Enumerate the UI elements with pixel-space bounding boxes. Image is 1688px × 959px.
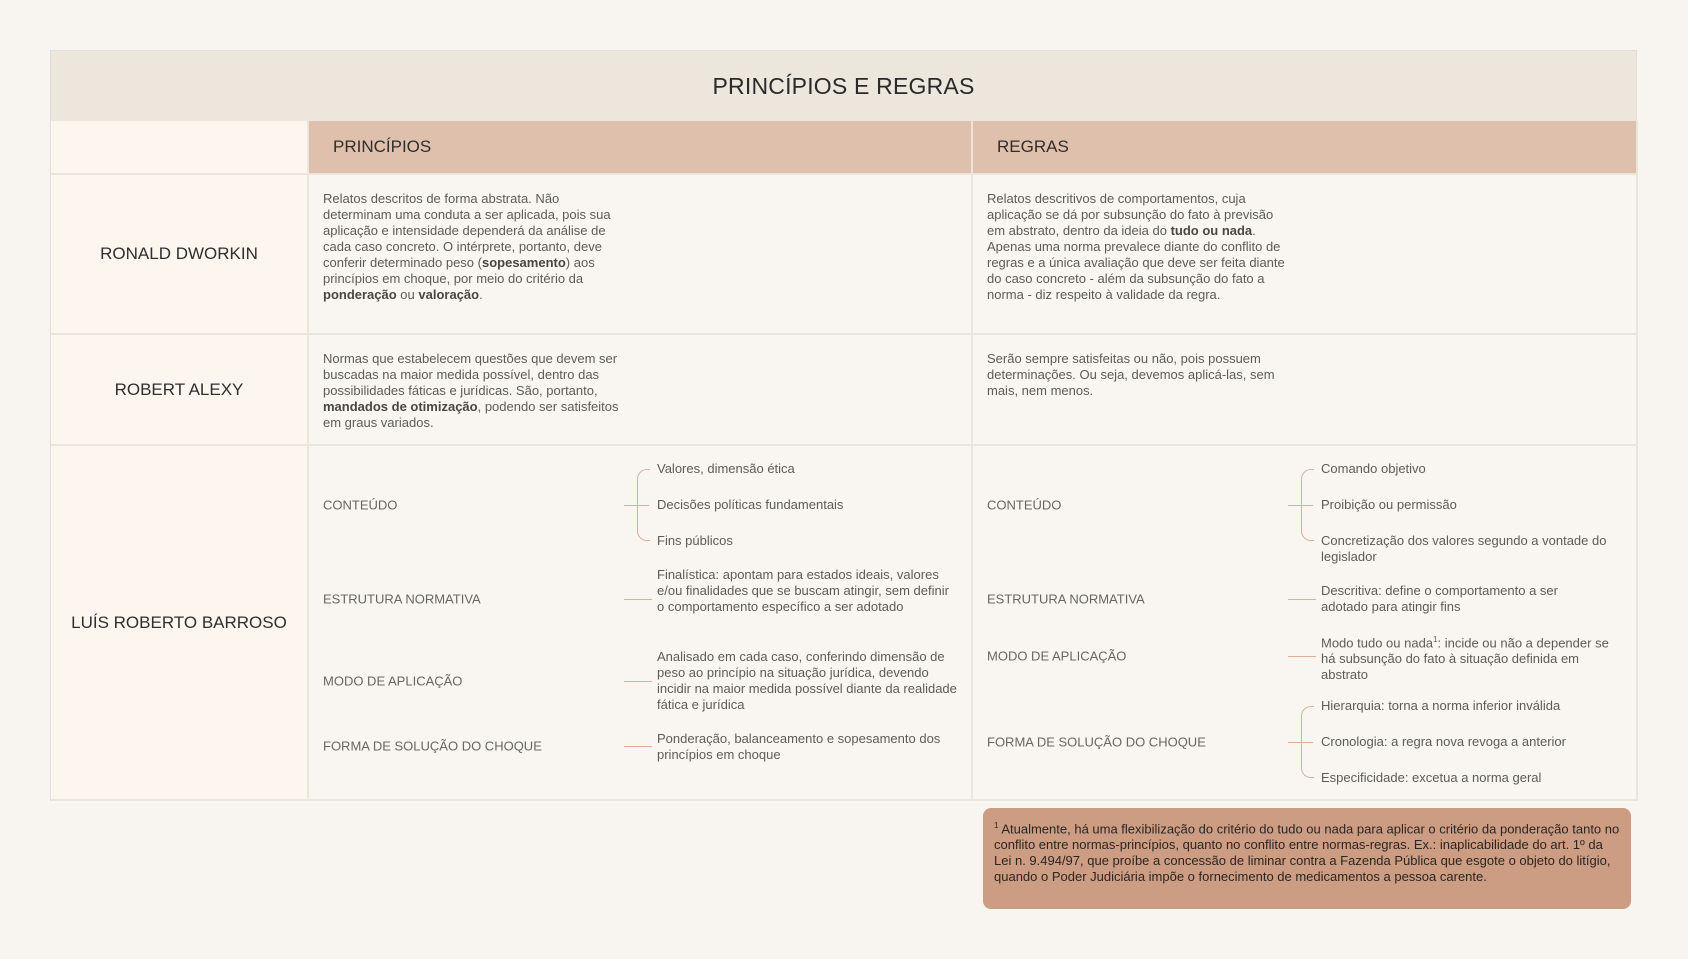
connector-bracket	[1288, 469, 1316, 541]
text-span: : incide ou não a depender se há subsunção do fato à situação definida em abstrato	[1321, 635, 1609, 683]
comparison-table	[50, 50, 1637, 801]
footnote-box	[983, 808, 1631, 909]
dworkin-principios-cell	[309, 175, 973, 335]
bold-term: tudo ou nada	[1170, 223, 1253, 238]
label-conteudo: CONTEÚDO	[323, 497, 398, 513]
connector-dash	[1288, 599, 1316, 600]
label-forma: FORMA DE SOLUÇÃO DO CHOQUE	[323, 738, 542, 754]
text-span: ) aos princípios em choque, por meio do critério da	[323, 255, 595, 286]
connector-stem	[1288, 742, 1302, 743]
regras-estrutura-text: Descritiva: define o comportamento a ser adotado para atingir fins	[1321, 583, 1558, 614]
principios-conteudo-item: Fins públicos	[657, 533, 733, 548]
text-span: Normas que estabelecem questões que devem ser buscadas na maior medida possível, dentro das possibilidades fáticas e jurídicas. São, portanto,	[323, 351, 618, 398]
text-span: .	[479, 287, 483, 302]
regras-modo-text	[1321, 632, 1626, 683]
connector-stem	[1288, 505, 1302, 506]
bold-term: valoração	[418, 287, 480, 302]
corner-cell	[51, 121, 309, 175]
text-span: . Apenas uma norma prevalece diante do conflito de regras e a única avaliação que deve ser feita diante do caso concreto - além da subsunção do fato a norma - diz respeito à validade da regra.	[987, 223, 1285, 302]
footnote-ref: 1	[1433, 635, 1438, 644]
label-estrutura: ESTRUTURA NORMATIVA	[987, 591, 1145, 607]
principios-forma-text: Ponderação, balanceamento e sopesamento dos princípios em choque	[657, 731, 941, 762]
dworkin-regras-text	[987, 191, 1287, 303]
barroso-principios-cell	[309, 446, 973, 801]
text-span: , podendo ser satisfeitos em graus variados.	[323, 399, 619, 430]
connector-bracket	[624, 469, 652, 541]
bold-term: mandados de otimização	[323, 399, 478, 414]
author-alexy: ROBERT ALEXY	[51, 335, 309, 446]
alexy-principios-cell	[309, 335, 973, 446]
principios-conteudo-item: Decisões políticas fundamentais	[657, 497, 844, 512]
regras-forma-item: Cronologia: a regra nova revoga a anterior	[1321, 734, 1566, 749]
text-span: Modo tudo ou nada	[1321, 635, 1434, 651]
column-header-principios: PRINCÍPIOS	[309, 121, 973, 175]
connector-mid	[1301, 505, 1313, 506]
author-dworkin: RONALD DWORKIN	[51, 175, 309, 335]
label-forma: FORMA DE SOLUÇÃO DO CHOQUE	[987, 734, 1206, 750]
text-span: ou	[396, 287, 419, 302]
principios-estrutura-text: Finalística: apontam para estados ideais, valores e/ou finalidades que se buscam atingir, sem definir o comportamento específico a ser adotado	[657, 567, 949, 614]
bold-term: sopesamento	[481, 255, 566, 270]
regras-forma-item: Hierarquia: torna a norma inferior inválida	[1321, 698, 1561, 713]
title-bar	[50, 50, 1637, 121]
footnote-marker: 1	[994, 821, 999, 830]
label-modo: MODO DE APLICAÇÃO	[323, 673, 463, 689]
regras-conteudo-item: Concretização dos valores segundo a vontade do legislador	[1321, 533, 1607, 564]
barroso-regras-cell	[973, 446, 1638, 801]
text-span: Relatos descritivos de comportamentos, cuja aplicação se dá por subsunção do fato à previsão em abstrato, dentro da ideia do	[987, 191, 1274, 238]
alexy-principios-text	[323, 351, 623, 431]
alexy-regras-text: Serão sempre satisfeitas ou não, pois possuem determinações. Ou seja, devemos aplicá-las, sem mais, nem menos.	[987, 351, 1275, 398]
principios-modo-text: Analisado em cada caso, conferindo dimensão de peso ao princípio na situação jurídica, devendo incidir na maior medida possível diante da realidade fática e jurídica	[657, 649, 957, 712]
connector-dash	[624, 599, 652, 600]
footnote-text: Atualmente, há uma flexibilização do critério do tudo ou nada para aplicar o critério da ponderação tanto no conflito entre normas-princípios, quanto no conflito entre normas-regras. Ex.: inaplicabilidade do art. 1º da Lei n. 9.494/97, que proíbe a concessão de liminar contra a Fazenda Pública que esgote o objeto do litígio, quando o Poder Judiciária impõe o fornecimento de medicamentos a pessoa carente.	[994, 821, 1620, 885]
connector-mid	[637, 505, 649, 506]
regras-conteudo-item: Comando objetivo	[1321, 461, 1426, 476]
principios-conteudo-item: Valores, dimensão ética	[657, 461, 795, 476]
label-estrutura: ESTRUTURA NORMATIVA	[323, 591, 481, 607]
table-grid	[50, 121, 1637, 801]
bold-term: ponderação	[323, 287, 397, 302]
dworkin-regras-cell	[973, 175, 1638, 335]
connector-dash	[1288, 656, 1316, 657]
regras-forma-item: Especificidade: excetua a norma geral	[1321, 770, 1542, 785]
text-span: Relatos descritos de forma abstrata. Não determinam uma conduta a ser aplicada, pois sua aplicação e intensidade dependerá da análise de cada caso concreto. O intérprete, portanto, deve conferir determinado peso (	[323, 191, 611, 270]
connector-bracket	[1288, 706, 1316, 778]
label-modo: MODO DE APLICAÇÃO	[987, 648, 1127, 664]
alexy-regras-cell	[973, 335, 1638, 446]
dworkin-principios-text	[323, 191, 623, 303]
author-barroso: LUÍS ROBERTO BARROSO	[51, 446, 309, 801]
connector-dash	[624, 746, 652, 747]
column-header-regras: REGRAS	[973, 121, 1638, 175]
connector-mid	[1301, 742, 1313, 743]
connector-dash	[624, 681, 652, 682]
label-conteudo: CONTEÚDO	[987, 497, 1062, 513]
page-title: PRINCÍPIOS E REGRAS	[712, 72, 975, 99]
connector-stem	[624, 505, 638, 506]
regras-conteudo-item: Proibição ou permissão	[1321, 497, 1457, 512]
